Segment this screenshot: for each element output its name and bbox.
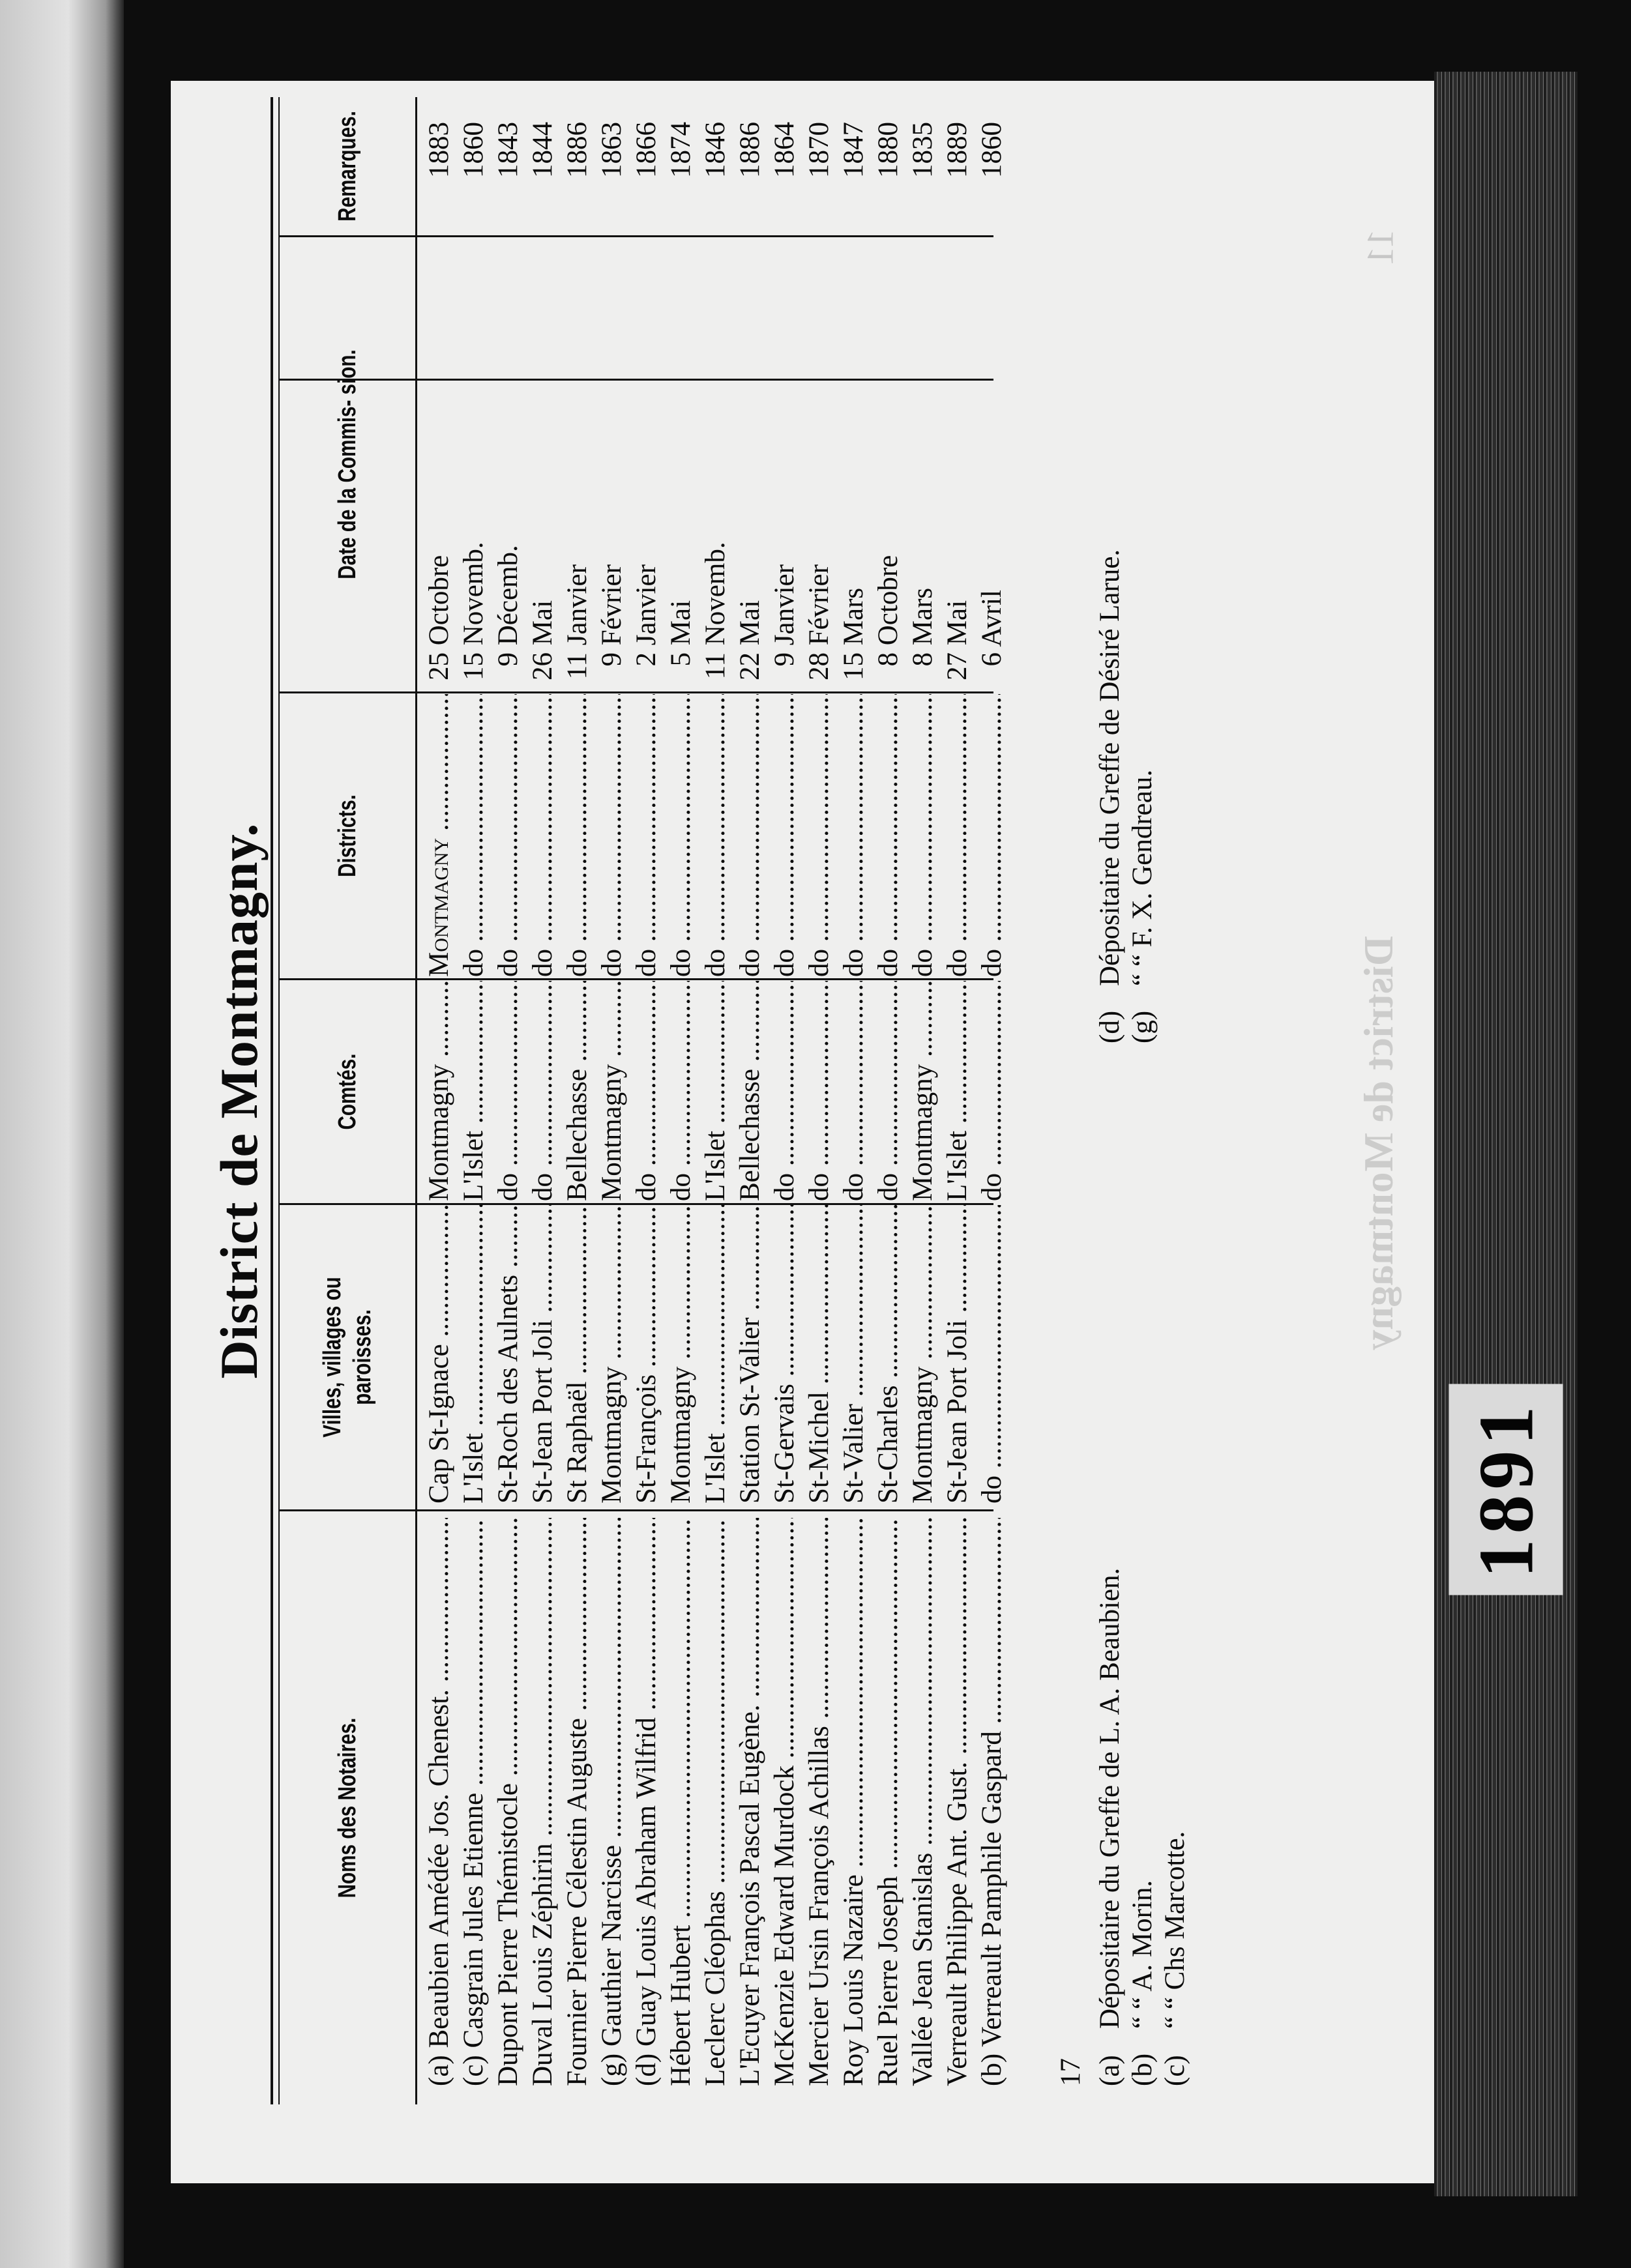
commission-year (664, 97, 698, 234)
notary-name-text: Duval Louis Zéphirin (527, 1843, 558, 2086)
notary-name-text: Vallée Jean Stanislas (907, 1852, 938, 2086)
commission-year (525, 97, 560, 234)
table-row (871, 91, 905, 2111)
notary-town (525, 1205, 560, 1504)
notary-name-text: (c) Casgrain Jules Etienne (458, 1792, 489, 2086)
notary-county (525, 981, 560, 1201)
commission-month: Novemb. (700, 542, 731, 646)
commission-month: Novemb. (458, 542, 489, 646)
commission-day: 22 (735, 652, 765, 680)
notary-county (595, 981, 629, 1201)
book-edge (1434, 72, 1578, 2196)
notary-name-text: Verreault Philippe Ant. Gust. (942, 1761, 973, 2086)
notary-county (767, 981, 802, 1201)
header-notaires: Noms des Notaires. (334, 1717, 361, 1898)
commission-day-month (836, 379, 871, 690)
commission-month: Mai (666, 600, 696, 646)
notary-county (733, 981, 767, 1201)
commission-year-text: 1883 (424, 122, 454, 178)
notary-county (698, 981, 733, 1201)
header-date: Date de la Commis- sion. (334, 349, 361, 579)
notary-county-text: do (977, 1173, 1007, 1201)
notary-district-text: do (527, 949, 558, 977)
notary-name-text: (a) Beaubien Amédée Jos. Chenest. (424, 1689, 454, 2086)
commission-month: Février (804, 564, 834, 646)
table-row (664, 91, 698, 2111)
notary-name-text: Mercier Ursin François Achillas (804, 1726, 834, 2086)
footnote-text: “ “ Chs Marcotte. (1160, 1831, 1190, 2029)
footnote (1094, 1567, 1126, 2086)
commission-day: 9 (493, 652, 523, 667)
rule-top (271, 97, 273, 2104)
notary-district (629, 694, 664, 977)
commission-day: 25 (424, 652, 454, 680)
commission-day-month (491, 379, 525, 690)
notary-district (733, 694, 767, 977)
commission-day-month (871, 379, 905, 690)
notary-district (698, 694, 733, 977)
notary-name (836, 1518, 871, 2086)
notary-district (664, 694, 698, 977)
notary-district-text: do (804, 949, 834, 977)
table-row (836, 91, 871, 2111)
notary-town-text: Montmagny (907, 1366, 938, 1504)
footnote-mark: (d) (1095, 1010, 1125, 1043)
notary-name (525, 1518, 560, 2086)
notary-town (664, 1205, 698, 1504)
commission-day: 9 (596, 652, 627, 667)
commission-day: 6 (977, 652, 1007, 667)
notary-district (836, 694, 871, 977)
table-row (905, 91, 940, 2111)
notary-district-text: do (700, 949, 731, 977)
commission-day: 11 (562, 652, 593, 680)
commission-year-text: 1870 (804, 122, 834, 178)
notary-town (802, 1205, 836, 1504)
table-row (525, 91, 560, 2111)
commission-year (905, 97, 940, 234)
header-remarques: Remarques. (334, 111, 361, 222)
notary-name (491, 1518, 525, 2086)
notary-name (664, 1518, 698, 2086)
commission-year-text: 1886 (735, 122, 765, 178)
notary-county (905, 981, 940, 1201)
notary-town-text: do (977, 1476, 1007, 1504)
facing-page-edge (0, 0, 124, 2268)
commission-day-month (733, 379, 767, 690)
notary-name-text: Ruel Pierre Joseph (873, 1876, 904, 2086)
notary-town-text: Montmagny (666, 1366, 696, 1504)
notary-town-text: St-François (631, 1374, 662, 1504)
notary-town-text: St-Charles (873, 1385, 904, 1504)
commission-year (698, 97, 733, 234)
commission-month: Mars (907, 587, 938, 646)
notary-town-text: Station St-Valier (735, 1317, 765, 1504)
notary-county-text: do (873, 1173, 904, 1201)
notary-town-text: L'Islet (700, 1432, 731, 1504)
commission-day-month (905, 379, 940, 690)
notary-district-text: do (977, 949, 1007, 977)
table-row (456, 91, 491, 2111)
notary-county-text: do (804, 1173, 834, 1201)
commission-day-month (664, 379, 698, 690)
table-row (802, 91, 836, 2111)
commission-year (629, 97, 664, 234)
commission-day-month (802, 379, 836, 690)
notary-town (595, 1205, 629, 1504)
notary-county-text: L'Islet (700, 1130, 731, 1201)
notary-county-text: Montmagny (596, 1064, 627, 1201)
notary-name-text: Fournier Pierre Célestin Auguste (562, 1718, 593, 2086)
notary-district (905, 694, 940, 977)
footnote-mark: (g) (1127, 1010, 1158, 1043)
commission-month: Mars (838, 587, 869, 646)
commission-day: 8 (907, 652, 938, 667)
notary-county (560, 981, 595, 1201)
notary-county (491, 981, 525, 1201)
footnote-text: Dépositaire du Greffe de L. A. Beaubien. (1095, 1567, 1125, 2029)
notary-county-text: L'Islet (942, 1130, 973, 1201)
notary-town (767, 1205, 802, 1504)
notary-county (940, 981, 975, 1201)
commission-day-month (975, 379, 1009, 690)
notary-name (595, 1518, 629, 2086)
commission-day-month (698, 379, 733, 690)
commission-year-text: 1863 (596, 122, 627, 178)
table-body (422, 91, 1009, 2111)
notary-name (767, 1518, 802, 2086)
notary-name (940, 1518, 975, 2086)
notary-district-text: do (769, 949, 800, 977)
notary-county (456, 981, 491, 1201)
notary-county (836, 981, 871, 1201)
bleed-through-text: District de Montmagny (1355, 935, 1402, 1351)
notary-count: 17 (1055, 2058, 1086, 2086)
notary-county-text: Montmagny (424, 1064, 454, 1201)
notary-county (664, 981, 698, 1201)
commission-month: Mai (527, 600, 558, 646)
commission-day-month (525, 379, 560, 690)
notary-name-text: McKenzie Edward Murdock (769, 1766, 800, 2086)
notary-county (629, 981, 664, 1201)
notary-district-text: Montmagny (424, 837, 454, 977)
footnote (1094, 549, 1126, 1043)
footnote (1159, 1831, 1192, 2086)
notary-county-text: Montmagny (907, 1064, 938, 1201)
notary-name (733, 1518, 767, 2086)
commission-month: Mai (735, 600, 765, 646)
notary-county-text: Bellechasse (735, 1069, 765, 1201)
notary-name (422, 1518, 456, 2086)
notary-district (802, 694, 836, 977)
commission-day: 27 (942, 652, 973, 680)
notary-district-text: do (873, 949, 904, 977)
notary-town-text: L'Islet (458, 1432, 489, 1504)
notary-town (836, 1205, 871, 1504)
notary-county (802, 981, 836, 1201)
commission-day: 5 (666, 652, 696, 667)
table-row (560, 91, 595, 2111)
notary-name-text: (d) Guay Louis Abraham Wilfrid (631, 1717, 662, 2086)
notary-district (975, 694, 1009, 977)
notary-name (629, 1518, 664, 2086)
notary-name (975, 1518, 1009, 2086)
commission-year (836, 97, 871, 234)
table-row (767, 91, 802, 2111)
commission-month: Janvier (631, 564, 662, 646)
commission-year (733, 97, 767, 234)
bleed-through-number: 11 (1359, 229, 1402, 265)
commission-day: 26 (527, 652, 558, 680)
notary-town (975, 1205, 1009, 1504)
notary-name (905, 1518, 940, 2086)
notary-town (422, 1205, 456, 1504)
commission-year-text: 1835 (907, 122, 938, 178)
commission-day-month (422, 379, 456, 690)
commission-month: Janvier (562, 564, 593, 646)
header-districts: Districts. (334, 794, 361, 877)
notary-county (975, 981, 1009, 1201)
commission-year-text: 1886 (562, 122, 593, 178)
notary-town-text: St-Jean Port Joli (527, 1320, 558, 1504)
notary-county-text: do (666, 1173, 696, 1201)
commission-day: 15 (838, 652, 869, 680)
notary-county-text: do (769, 1173, 800, 1201)
table-row (491, 91, 525, 2111)
header-villes: Villes, villages ou paroisses. (319, 1277, 376, 1438)
notary-district (595, 694, 629, 977)
notary-name (456, 1518, 491, 2086)
notary-county-text: Bellechasse (562, 1069, 593, 1201)
table-row (733, 91, 767, 2111)
register-page (171, 81, 1434, 2183)
commission-year (456, 97, 491, 234)
commission-year-text: 1847 (838, 122, 869, 178)
notary-town (560, 1205, 595, 1504)
table-row (698, 91, 733, 2111)
header-comtes: Comtés. (334, 1053, 361, 1130)
notary-name-text: Dupont Pierre Thémistocle (493, 1783, 523, 2086)
commission-month: Décemb. (493, 545, 523, 646)
notary-town-text: St-Michel (804, 1391, 834, 1504)
commission-month: Janvier (769, 564, 800, 646)
notary-town (698, 1205, 733, 1504)
spine-year-label: 1891 (1431, 1382, 1581, 1597)
commission-year-text: 1866 (631, 122, 662, 178)
commission-day: 28 (804, 652, 834, 680)
notary-town-text: St-Roch des Aulnets (493, 1274, 523, 1504)
notary-county-text: L'Islet (458, 1130, 489, 1201)
notary-district (422, 694, 456, 977)
notary-town (905, 1205, 940, 1504)
notary-name-text: Roy Louis Nazaire (838, 1874, 869, 2086)
commission-month: Mai (942, 600, 973, 646)
notary-town-text: Cap St-Ignace (424, 1344, 454, 1504)
commission-year (871, 97, 905, 234)
commission-day-month (940, 379, 975, 690)
notary-district-text: do (907, 949, 938, 977)
commission-year (802, 97, 836, 234)
footnote-text: Dépositaire du Greffe de Désiré Larue. (1095, 549, 1125, 986)
notary-name (871, 1518, 905, 2086)
notary-district (491, 694, 525, 977)
commission-year (595, 97, 629, 234)
notary-district-text: do (596, 949, 627, 977)
notary-county-text: do (527, 1173, 558, 1201)
notary-county (871, 981, 905, 1201)
notary-town (733, 1205, 767, 1504)
notary-town-text: St Raphaël (562, 1381, 593, 1504)
notary-district (560, 694, 595, 977)
rule-header (415, 97, 417, 2104)
commission-year-text: 1864 (769, 122, 800, 178)
notary-town-text: Montmagny (596, 1366, 627, 1504)
commission-day-month (767, 379, 802, 690)
footnote (1126, 769, 1159, 1043)
notary-town (940, 1205, 975, 1504)
table-row (422, 91, 456, 2111)
commission-day: 15 (458, 652, 489, 680)
notary-district-text: do (942, 949, 973, 977)
commission-year-text: 1860 (977, 122, 1007, 178)
notary-district-text: do (666, 949, 696, 977)
notary-district-text: do (562, 949, 593, 977)
table-row (629, 91, 664, 2111)
notary-district-text: do (631, 949, 662, 977)
commission-year-text: 1874 (666, 122, 696, 178)
commission-year-text: 1843 (493, 122, 523, 178)
commission-year-text: 1846 (700, 122, 731, 178)
table-row (595, 91, 629, 2111)
commission-year-text: 1844 (527, 122, 558, 178)
commission-year-text: 1860 (458, 122, 489, 178)
commission-day-month (560, 379, 595, 690)
footnote-text: “ “ A. Morin. (1127, 1880, 1158, 2029)
footnote-mark: (c) (1160, 2055, 1190, 2086)
commission-year (560, 97, 595, 234)
commission-year (975, 97, 1009, 234)
notary-town-text: St-Gervais (769, 1384, 800, 1504)
commission-day: 9 (769, 652, 800, 667)
table-row (940, 91, 975, 2111)
commission-day: 2 (631, 652, 662, 667)
notary-name (698, 1518, 733, 2086)
notary-county (422, 981, 456, 1201)
commission-year (422, 97, 456, 234)
footnote-text: “ “ F. X. Gendreau. (1127, 769, 1158, 986)
commission-year (491, 97, 525, 234)
notary-district (525, 694, 560, 977)
commission-day-month (629, 379, 664, 690)
commission-month: Octobre (424, 555, 454, 646)
notary-name (560, 1518, 595, 2086)
notary-name-text: Hébert Hubert (666, 1925, 696, 2086)
notary-district (767, 694, 802, 977)
table-row (975, 91, 1009, 2111)
commission-day: 8 (873, 652, 904, 667)
notary-county-text: do (631, 1173, 662, 1201)
notary-county-text: do (493, 1173, 523, 1201)
footnote-mark: (a) (1095, 2055, 1125, 2086)
notary-district-text: do (458, 949, 489, 977)
notary-town (871, 1205, 905, 1504)
notary-name-text: L'Ecuyer François Pascal Eugène. (735, 1704, 765, 2086)
commission-month: Avril (977, 590, 1007, 647)
commission-month: Février (596, 564, 627, 646)
rotated-content (196, 91, 1190, 2111)
notary-name-text: (b) Verreault Pamphile Gaspard (977, 1731, 1007, 2086)
commission-year-text: 1889 (942, 122, 973, 178)
commission-year (940, 97, 975, 234)
page-title: District de Montmagny. (209, 822, 269, 1379)
notary-town (629, 1205, 664, 1504)
notary-district-text: do (838, 949, 869, 977)
commission-year-text: 1880 (873, 122, 904, 178)
notary-district (456, 694, 491, 977)
notary-district (871, 694, 905, 977)
commission-day-month (456, 379, 491, 690)
commission-day-month (595, 379, 629, 690)
notary-town-text: St-Jean Port Joli (942, 1320, 973, 1504)
notary-name (802, 1518, 836, 2086)
rule-top-thin (278, 97, 280, 2104)
notary-name-text: (g) Gauthier Narcisse (596, 1844, 627, 2086)
notary-town (456, 1205, 491, 1504)
footnote-mark: (b) (1127, 2053, 1158, 2086)
notary-town-text: St-Valier (838, 1404, 869, 1504)
footnote (1126, 1880, 1159, 2086)
notary-name-text: Leclerc Cléophas (700, 1891, 731, 2086)
notary-town (491, 1205, 525, 1504)
notary-county-text: do (838, 1173, 869, 1201)
commission-month: Octobre (873, 555, 904, 646)
commission-day: 11 (700, 652, 731, 680)
commission-year (767, 97, 802, 234)
notaries-table (271, 91, 1131, 2111)
notary-district (940, 694, 975, 977)
notary-district-text: do (735, 949, 765, 977)
notary-district-text: do (493, 949, 523, 977)
